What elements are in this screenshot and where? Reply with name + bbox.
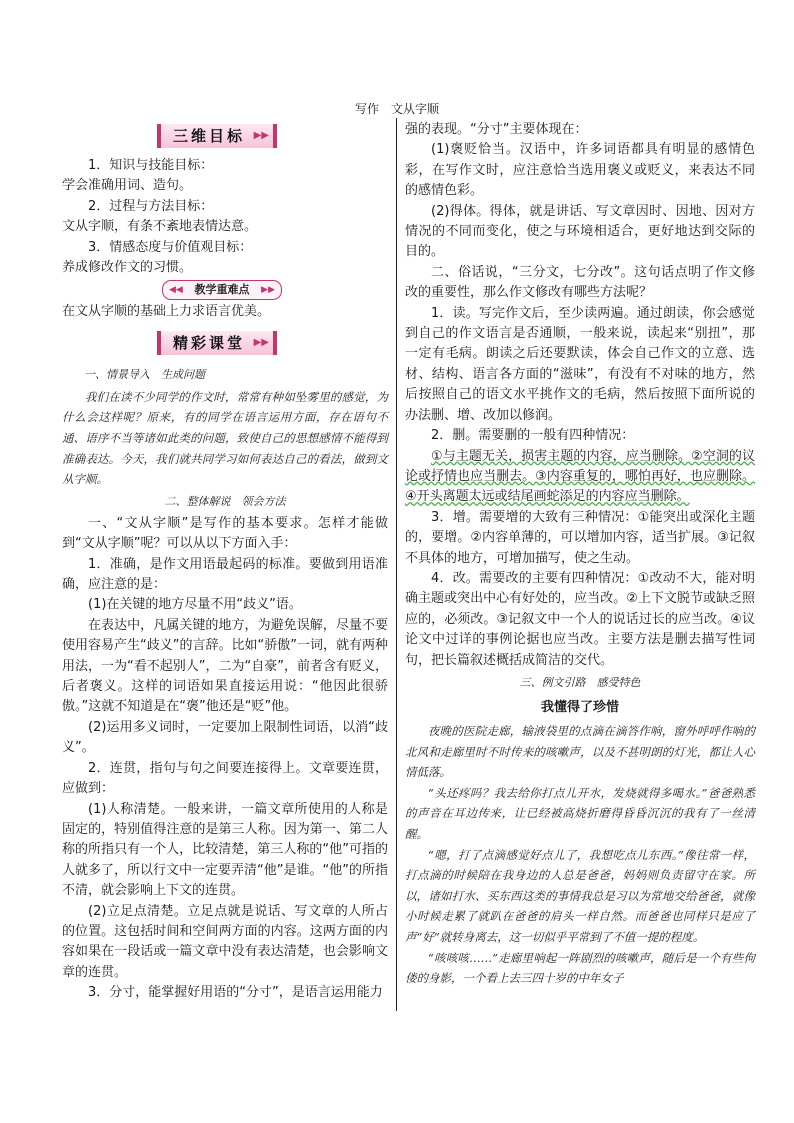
page-header: 写作 文从字顺 xyxy=(354,102,439,116)
banner-classroom xyxy=(157,331,277,355)
pill-label: 教学重难点 xyxy=(194,283,250,297)
banner-label: 三维目标 xyxy=(173,127,246,145)
intro-paragraph: 我们在读不少同学的作文时，常常有种如坠雾里的感觉，为什么会这样呢？原来，有的同学在语言运用方面，存在语句不通、语序不当等诸如此类的问题，致使自己的思想感情不能得到准确表达。今天，我们就共同学习如何表达自己的看法，做到文从字顺。 xyxy=(62,389,388,487)
essay-title: 我懂得了珍惜 xyxy=(540,699,619,715)
body-paragraph: 1．准确，是作文用语最起码的标准。要做到用语准确，应注意的是： xyxy=(62,556,388,593)
banner-three-goals xyxy=(157,124,277,148)
double-left-arrow-icon: ◀◀ xyxy=(169,285,183,296)
goal-line: 养成修改作文的习惯。 xyxy=(62,260,193,276)
body-paragraph: (1)在关键的地方尽量不用“歧义”语。 xyxy=(88,597,302,613)
goal-line: 3．情感态度与价值观目标： xyxy=(88,239,253,255)
body-paragraph: 二、俗话说，“三分文，七分改”。这句话点明了作文修改的重要性，那么作文修改有哪些方法呢？ xyxy=(405,264,755,301)
body-paragraph: 在表达中，凡属关键的地方，为避免误解，尽量不要使用容易产生“歧义”的言辞。比如“骄傲”一词，就有两种用法，一为“看不起别人”，二为“自豪”，前者含有贬义，后者褒义。这样的词语如果直接运用说：“他因此很骄傲。”这就不知道是在“褒”他还是“贬”他。 xyxy=(62,617,388,715)
banner-label: 精彩课堂 xyxy=(173,333,246,352)
triangle-arrow-icon: ▶▶ xyxy=(253,336,269,348)
body-paragraph: (1)人称清楚。一般来讲，一篇文章所使用的人称是固定的，特别值得注意的是第三人称。因为第一、第二人称的所指只有一个人，比较清楚，第三人称的“他”可指的人就多了，所以行文中一定要弄清“他”是谁。“他”的所指不清，就会影响上下文的连贯。 xyxy=(62,801,388,899)
body-paragraph: (2)得体。得体，就是讲话、写文章因时、因地、因对方情况的不同而变化，使之与环境相适合，更好地达到交际的目的。 xyxy=(405,203,755,260)
body-paragraph: 2．删。需要删的一般有四种情况： xyxy=(431,428,635,444)
body-paragraph: 一、“文从字顺”是写作的基本要求。怎样才能做到“文从字顺”呢？可以从以下方面入手： xyxy=(62,515,388,552)
body-paragraph: (2)立足点清楚。立足点就是说话、写文章的人所占的位置。这包括时间和空间两方面的内容。这两方面的内容如果在一段话或一篇文章中没有表达清楚，也会影响文章的连贯。 xyxy=(62,903,388,980)
body-paragraph: 4．改。需要改的主要有四种情况：①改动不大，能对明确主题或突出中心有好处的，应当改。②上下文脱节或缺乏照应的，必须改。③记叙文中一个人的说话过长的应当改。④议论文中过详的事例论据也应当改。主要方法是删去描写性词句，把长篇叙述概括成简洁的交代。 xyxy=(405,570,755,668)
section-heading: 三、例文引路 感受特色 xyxy=(519,675,641,689)
goal-line: 2．过程与方法目标： xyxy=(88,198,214,214)
right-column xyxy=(405,120,755,989)
body-paragraph: 1．读。写完作文后，至少读两遍。通过朗读，你会感觉到自己的作文语言是否通顺，一般来说，读起来“别扭”，那一定有毛病。朗读之后还要默读，体会自己作文的立意、选材、结构、语言各方面的“滋味”，有没有不对味的地方，然后按照自己的语文水平挑作文的毛病，然后按照下面所说的办法删、增、改加以修润。 xyxy=(405,305,755,423)
body-paragraph: 3．增。需要增的大致有三种情况：①能突出或深化主题的，要增。②内容单薄的，可以增加内容，适当扩展。③记叙不具体的地方，可增加描写，使之生动。 xyxy=(405,509,755,566)
goal-line: 学会准确用词、造句。 xyxy=(62,178,193,194)
section-heading: 二、整体解说 领会方法 xyxy=(164,494,286,508)
body-paragraph: 强的表现。“分寸”主要体现在： xyxy=(405,122,588,137)
column-divider xyxy=(396,118,397,1011)
body-paragraph: 2．连贯，指句与句之间要连接得上。文章要连贯，应做到： xyxy=(62,760,388,797)
body-paragraph: ①与主题无关，损害主题的内容，应当删除。②空洞的议论或抒情也应当删去。③内容重复的，哪怕再好，也应删除。④开头离题太远或结尾画蛇添足的内容应当删除。 xyxy=(405,448,755,505)
goal-line: 1．知识与技能目标： xyxy=(88,158,214,173)
left-column xyxy=(62,120,388,1004)
essay-paragraph: “头还疼吗？我去给你打点儿开水，发烧就得多喝水。”爸爸熟悉的声音在耳边传来，让已经被高烧折磨得昏昏沉沉的我有了一丝清醒。 xyxy=(405,785,755,841)
section-heading: 一、情景导入 生成问题 xyxy=(84,367,205,381)
body-paragraph: 3．分寸，能掌握好用语的“分寸”，是语言运用能力 xyxy=(88,985,383,1001)
essay-paragraph: “咳咳咳……”走廊里响起一阵剧烈的咳嗽声，随后是一个有些佝偻的身影，一个看上去三四十岁的中年女子 xyxy=(405,950,755,986)
triangle-arrow-icon: ▶▶ xyxy=(253,130,269,141)
essay-paragraph: “嗯，打了点滴感觉好点儿了，我想吃点儿东西。”像往常一样，打点滴的时候陪在我身边的人总是爸爸，妈妈则负责留守在家。所以，诸如打水、买东西这类的事情我总是习以为常地交给爸爸，就像小时候走累了就趴在爸爸的肩头一样自然。而爸爸也同样只是应了声“好”就转身离去，这一切似乎平常到了不值一提的程度。 xyxy=(405,847,755,944)
essay-paragraph: 夜晚的医院走廊，输液袋里的点滴在滴答作响，窗外呼呼作响的北风和走廊里时不时传来的咳嗽声，以及不甚明朗的灯光，都让人心情低落。 xyxy=(405,723,755,780)
goal-line: 文从字顺，有条不紊地表情达意。 xyxy=(62,219,258,235)
double-right-arrow-icon: ▶▶ xyxy=(261,285,275,296)
body-paragraph: (1)褒贬恰当。汉语中，许多词语都具有明显的感情色彩，在写作文时，应注意恰当选用褒义或贬义，来表达不同的感情色彩。 xyxy=(405,142,755,199)
body-paragraph: (2)运用多义词时，一定要加上限制性词语，以消“歧义”。 xyxy=(62,719,388,756)
key-points-pill xyxy=(162,280,282,300)
key-point-text: 在文从字顺的基础上力求语言优美。 xyxy=(62,304,271,320)
